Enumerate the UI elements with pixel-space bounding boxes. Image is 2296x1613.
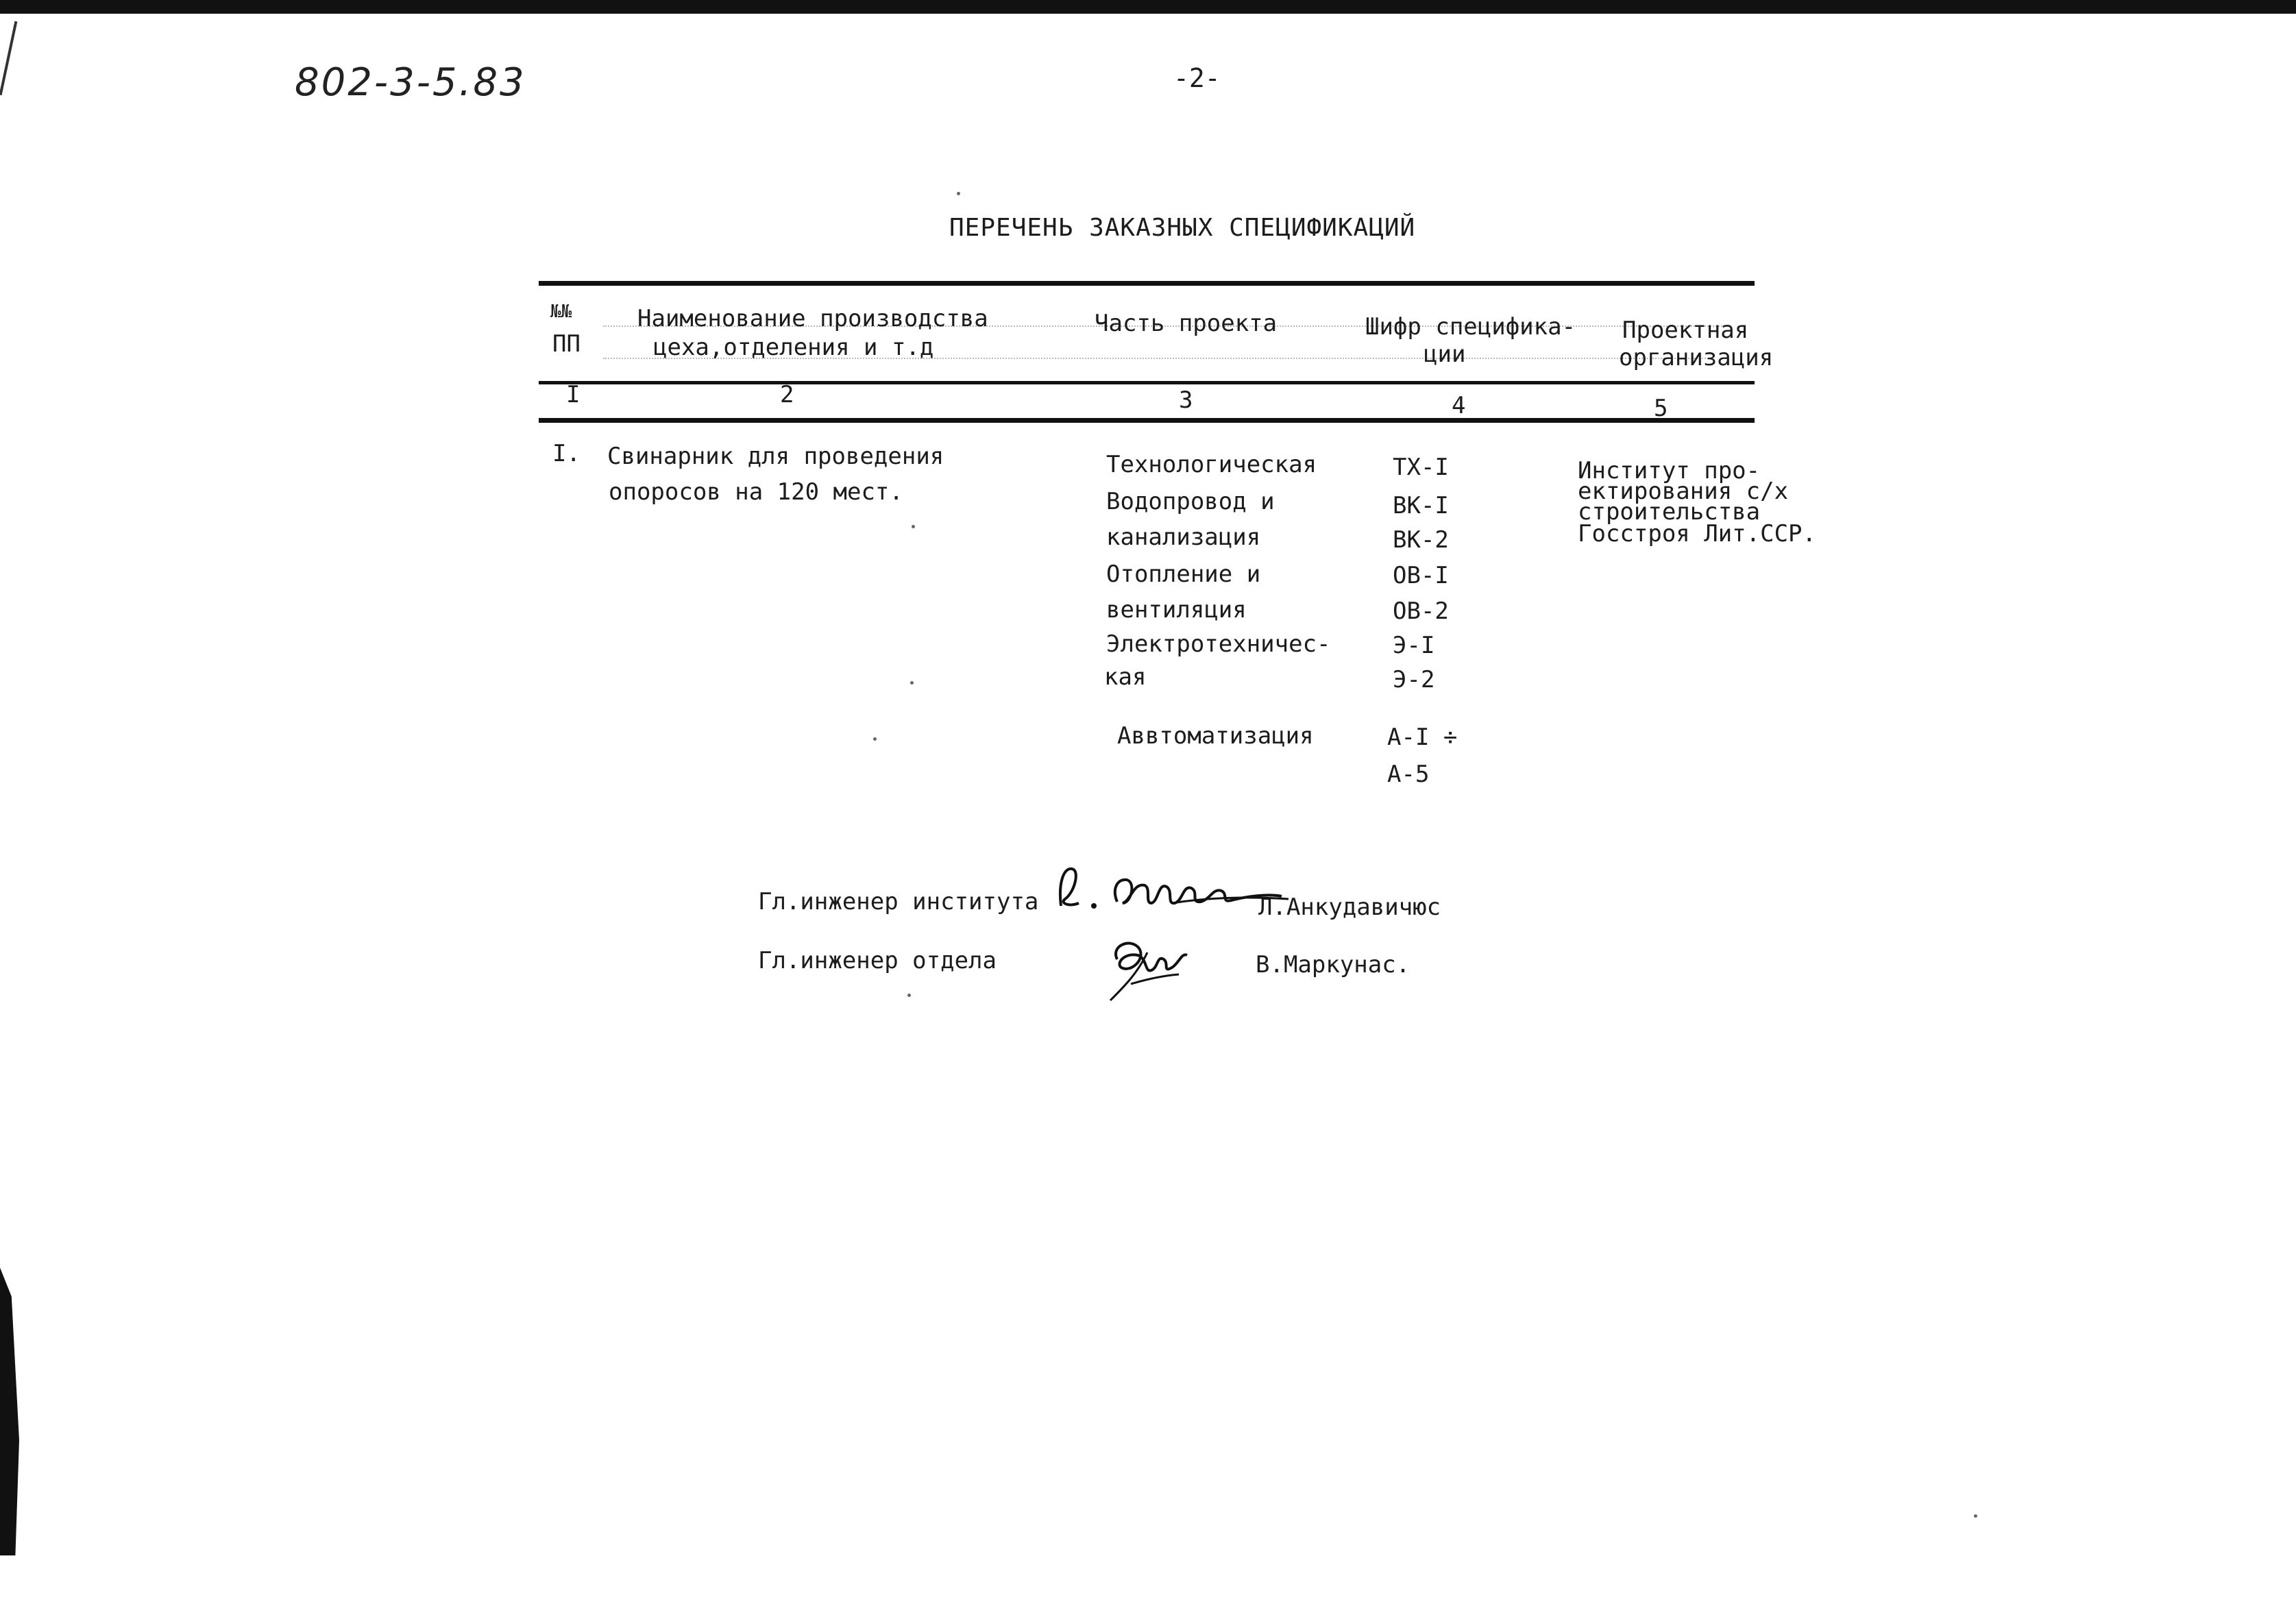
code-item: ВК-2 (1393, 526, 1449, 554)
scan-speck (912, 525, 915, 528)
part-item: вентиляция (1106, 596, 1247, 624)
scan-speck (873, 737, 877, 741)
part-item: Аввтоматизация (1117, 722, 1314, 750)
handwritten-signature-2 (1097, 925, 1199, 1007)
scan-top-border (0, 0, 2296, 14)
table-top-rule (539, 281, 1755, 286)
page-number: -2- (1173, 63, 1221, 93)
part-item: Водопровод и (1106, 488, 1275, 515)
header-part: Часть проекта (1095, 310, 1278, 337)
header-num-line1: №№ (550, 301, 572, 322)
table-header-rule (539, 381, 1755, 384)
header-org-line1: Проектная (1622, 317, 1749, 344)
column-number-4: 4 (1452, 392, 1466, 419)
scan-left-edge (0, 1268, 19, 1555)
signature-name-1: Л.Анкудавичюс (1258, 894, 1441, 921)
document-number: 802-3-5.83 (295, 60, 526, 105)
header-num-line2: ПП (552, 330, 581, 358)
handwritten-signature-1 (1049, 855, 1295, 924)
header-name-line1: Наименование производства (637, 305, 988, 332)
scan-speck (910, 681, 914, 685)
organization-line: ектирования с/х (1578, 478, 1789, 505)
code-item: Э-2 (1393, 666, 1435, 693)
organization-line: строительства (1578, 498, 1761, 526)
row-name-line2: опоросов на 120 мест. (609, 478, 903, 506)
part-item: канализация (1106, 524, 1261, 551)
header-name-line2: цеха,отделения и т.д (653, 334, 934, 361)
part-item: Технологическая (1106, 451, 1317, 478)
signature-name-2: В.Маркунас. (1256, 951, 1410, 978)
code-item: ТХ-I (1393, 454, 1449, 481)
signature-role-1: Гл.инженер института (758, 888, 1039, 915)
scan-speck (907, 994, 911, 997)
column-number-2: 2 (780, 381, 794, 408)
code-item: ОВ-2 (1393, 598, 1449, 625)
table-numbers-rule (539, 418, 1755, 423)
scan-mark (0, 21, 17, 95)
row-number: I. (552, 440, 581, 467)
code-item: А-I ÷ (1387, 724, 1458, 751)
document-title: ПЕРЕЧЕНЬ ЗАКАЗНЫХ СПЕЦИФИКАЦИЙ (949, 214, 1416, 242)
row-name-line1: Свинарник для проведения (607, 443, 944, 470)
code-item: ОВ-I (1393, 562, 1449, 589)
part-item: кая (1104, 663, 1147, 691)
signature-role-2: Гл.инженер отдела (758, 947, 997, 974)
header-code-line1: Шифр специфика- (1365, 313, 1576, 341)
column-number-1: I (566, 381, 581, 408)
code-item: ВК-I (1393, 492, 1449, 519)
part-item: Отопление и (1106, 561, 1261, 588)
header-code-line2: ции (1424, 341, 1466, 368)
organization-line: Институт про- (1578, 457, 1761, 484)
header-org-line2: организация (1619, 344, 1774, 371)
code-item: А-5 (1387, 761, 1430, 788)
scan-speck (1974, 1514, 1977, 1518)
part-item: Электротехничес- (1106, 630, 1331, 658)
scan-speck (957, 192, 960, 195)
organization-line: Госстроя Лит.ССР. (1578, 520, 1816, 547)
column-number-5: 5 (1654, 395, 1668, 422)
code-item: Э-I (1393, 632, 1435, 659)
column-number-3: 3 (1179, 386, 1193, 414)
